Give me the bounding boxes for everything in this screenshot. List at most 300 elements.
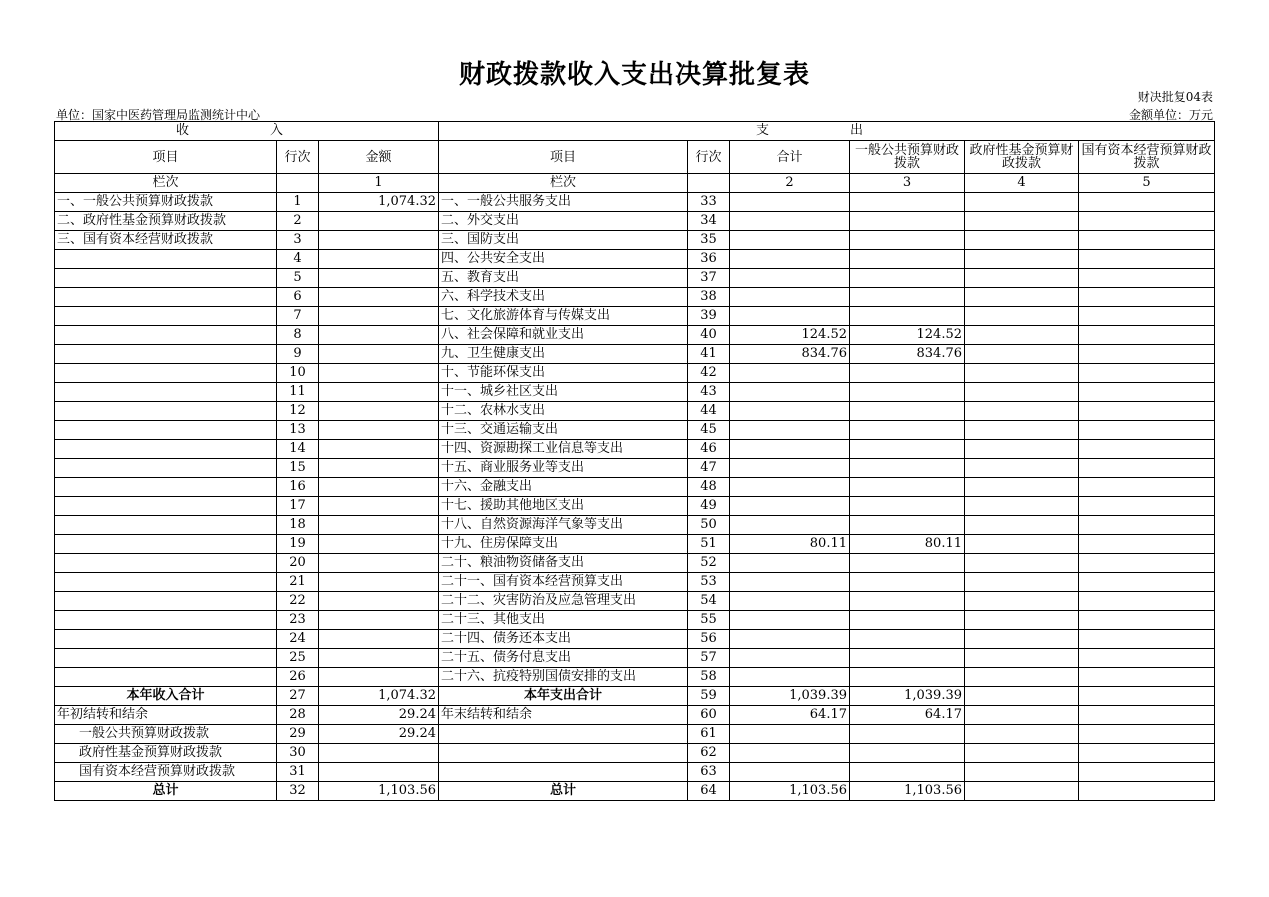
table-row bbox=[55, 326, 1215, 345]
income-line-cell: 23 bbox=[277, 611, 319, 630]
income-line-cell: 11 bbox=[277, 383, 319, 402]
table-row bbox=[55, 478, 1215, 497]
expense-item-cell: 十七、援助其他地区支出 bbox=[439, 497, 688, 516]
state-capital-cell bbox=[1079, 288, 1215, 307]
expense-item-cell: 六、科学技术支出 bbox=[439, 288, 688, 307]
expense-item-cell: 年末结转和结余 bbox=[439, 706, 688, 725]
expense-line-cell: 44 bbox=[688, 402, 730, 421]
expense-line-cell: 63 bbox=[688, 763, 730, 782]
income-line-cell: 31 bbox=[277, 763, 319, 782]
expense-col-label: 栏次 bbox=[439, 174, 688, 193]
expense-item-cell: 四、公共安全支出 bbox=[439, 250, 688, 269]
general-budget-header: 一般公共预算财政拨款 bbox=[850, 141, 965, 174]
income-item-cell bbox=[55, 630, 277, 649]
general-budget-cell bbox=[850, 744, 965, 763]
state-capital-cell bbox=[1079, 326, 1215, 345]
gov-fund-cell bbox=[965, 592, 1079, 611]
table-row bbox=[55, 345, 1215, 364]
expense-item-cell: 十三、交通运输支出 bbox=[439, 421, 688, 440]
total-cell: 124.52 bbox=[730, 326, 850, 345]
total-cell bbox=[730, 725, 850, 744]
income-amount-cell bbox=[319, 592, 439, 611]
general-budget-cell: 80.11 bbox=[850, 535, 965, 554]
income-amount-header: 金额 bbox=[319, 141, 439, 174]
general-budget-cell bbox=[850, 649, 965, 668]
gov-fund-cell bbox=[965, 269, 1079, 288]
general-budget-cell: 834.76 bbox=[850, 345, 965, 364]
income-amount-cell bbox=[319, 402, 439, 421]
income-item-cell bbox=[55, 421, 277, 440]
income-item-cell bbox=[55, 611, 277, 630]
income-item-cell: 一般公共预算财政拨款 bbox=[55, 725, 277, 744]
state-capital-cell bbox=[1079, 364, 1215, 383]
gov-fund-cell bbox=[965, 402, 1079, 421]
income-amount-cell bbox=[319, 744, 439, 763]
table-row bbox=[55, 516, 1215, 535]
income-line-cell: 8 bbox=[277, 326, 319, 345]
general-budget-cell: 124.52 bbox=[850, 326, 965, 345]
income-amount-cell bbox=[319, 516, 439, 535]
state-capital-cell bbox=[1079, 478, 1215, 497]
header-row-columns bbox=[55, 141, 1215, 174]
general-budget-cell bbox=[850, 212, 965, 231]
expense-line-cell: 36 bbox=[688, 250, 730, 269]
general-budget-cell bbox=[850, 497, 965, 516]
total-cell bbox=[730, 649, 850, 668]
gov-fund-cell bbox=[965, 706, 1079, 725]
total-cell: 1,039.39 bbox=[730, 687, 850, 706]
expense-item-cell: 十四、资源勘探工业信息等支出 bbox=[439, 440, 688, 459]
income-line-cell: 7 bbox=[277, 307, 319, 326]
gov-fund-cell bbox=[965, 307, 1079, 326]
income-item-cell bbox=[55, 269, 277, 288]
expense-item-cell: 十、节能环保支出 bbox=[439, 364, 688, 383]
gov-fund-cell bbox=[965, 611, 1079, 630]
table-row bbox=[55, 630, 1215, 649]
gov-fund-cell bbox=[965, 573, 1079, 592]
expense-line-cell: 62 bbox=[688, 744, 730, 763]
expense-item-header: 项目 bbox=[439, 141, 688, 174]
expense-line-cell: 46 bbox=[688, 440, 730, 459]
general-budget-cell bbox=[850, 630, 965, 649]
general-budget-index: 3 bbox=[850, 174, 965, 193]
expense-item-cell: 一、一般公共服务支出 bbox=[439, 193, 688, 212]
income-amount-cell bbox=[319, 497, 439, 516]
general-budget-cell bbox=[850, 440, 965, 459]
column-index-row bbox=[55, 174, 1215, 193]
income-amount-cell bbox=[319, 231, 439, 250]
expense-item-cell: 八、社会保障和就业支出 bbox=[439, 326, 688, 345]
total-cell bbox=[730, 440, 850, 459]
state-capital-cell bbox=[1079, 649, 1215, 668]
expense-line-cell: 42 bbox=[688, 364, 730, 383]
table-row bbox=[55, 364, 1215, 383]
state-capital-cell bbox=[1079, 630, 1215, 649]
expense-item-cell: 九、卫生健康支出 bbox=[439, 345, 688, 364]
income-line-cell: 22 bbox=[277, 592, 319, 611]
total-cell bbox=[730, 250, 850, 269]
income-item-cell bbox=[55, 535, 277, 554]
table-row bbox=[55, 307, 1215, 326]
state-capital-cell bbox=[1079, 250, 1215, 269]
total-cell bbox=[730, 630, 850, 649]
income-amount-cell bbox=[319, 535, 439, 554]
income-amount-cell bbox=[319, 630, 439, 649]
income-amount-cell: 1,074.32 bbox=[319, 687, 439, 706]
income-item-cell bbox=[55, 649, 277, 668]
income-section-header bbox=[55, 122, 439, 141]
gov-fund-cell bbox=[965, 326, 1079, 345]
header-row-section bbox=[55, 122, 1215, 141]
income-item-cell bbox=[55, 554, 277, 573]
gov-fund-cell bbox=[965, 212, 1079, 231]
general-budget-cell: 1,103.56 bbox=[850, 782, 965, 801]
state-capital-cell bbox=[1079, 706, 1215, 725]
expense-line-cell: 61 bbox=[688, 725, 730, 744]
total-cell bbox=[730, 554, 850, 573]
income-item-cell bbox=[55, 288, 277, 307]
state-capital-cell bbox=[1079, 212, 1215, 231]
gov-fund-cell bbox=[965, 345, 1079, 364]
income-amount-cell bbox=[319, 478, 439, 497]
general-budget-cell bbox=[850, 250, 965, 269]
expense-item-cell: 二十一、国有资本经营预算支出 bbox=[439, 573, 688, 592]
table-row bbox=[55, 611, 1215, 630]
gov-fund-cell bbox=[965, 231, 1079, 250]
expense-line-cell: 39 bbox=[688, 307, 730, 326]
summary-row bbox=[55, 687, 1215, 706]
table-row bbox=[55, 459, 1215, 478]
general-budget-cell bbox=[850, 421, 965, 440]
expense-line-cell: 57 bbox=[688, 649, 730, 668]
income-line-cell: 20 bbox=[277, 554, 319, 573]
gov-fund-cell bbox=[965, 250, 1079, 269]
income-line-cell: 9 bbox=[277, 345, 319, 364]
expense-line-cell: 55 bbox=[688, 611, 730, 630]
table-row bbox=[55, 554, 1215, 573]
income-item-cell: 三、国有资本经营财政拨款 bbox=[55, 231, 277, 250]
gov-fund-cell bbox=[965, 725, 1079, 744]
expense-section-header bbox=[439, 122, 1215, 141]
expense-item-cell: 二、外交支出 bbox=[439, 212, 688, 231]
general-budget-cell bbox=[850, 554, 965, 573]
amount-unit-label: 金额单位：万元 bbox=[1128, 108, 1213, 122]
total-cell bbox=[730, 459, 850, 478]
state-capital-cell bbox=[1079, 440, 1215, 459]
income-item-cell bbox=[55, 516, 277, 535]
income-amount-cell bbox=[319, 763, 439, 782]
summary-row bbox=[55, 782, 1215, 801]
total-header: 合计 bbox=[730, 141, 850, 174]
income-line-cell: 17 bbox=[277, 497, 319, 516]
gov-fund-index: 4 bbox=[965, 174, 1079, 193]
general-budget-cell bbox=[850, 364, 965, 383]
general-budget-cell bbox=[850, 383, 965, 402]
table-row bbox=[55, 212, 1215, 231]
summary-row bbox=[55, 744, 1215, 763]
total-cell bbox=[730, 421, 850, 440]
income-amount-cell bbox=[319, 459, 439, 478]
total-cell bbox=[730, 592, 850, 611]
state-capital-cell bbox=[1079, 554, 1215, 573]
general-budget-cell bbox=[850, 288, 965, 307]
state-capital-cell bbox=[1079, 687, 1215, 706]
total-cell bbox=[730, 288, 850, 307]
income-item-cell bbox=[55, 592, 277, 611]
income-line-cell: 30 bbox=[277, 744, 319, 763]
expense-item-cell: 二十三、其他支出 bbox=[439, 611, 688, 630]
total-cell: 834.76 bbox=[730, 345, 850, 364]
expense-item-cell: 十一、城乡社区支出 bbox=[439, 383, 688, 402]
income-item-cell bbox=[55, 383, 277, 402]
state-capital-cell bbox=[1079, 744, 1215, 763]
income-section-label: 收 入 bbox=[175, 123, 317, 138]
expense-line-cell: 60 bbox=[688, 706, 730, 725]
income-item-cell bbox=[55, 307, 277, 326]
gov-fund-cell bbox=[965, 668, 1079, 687]
income-line-header: 行次 bbox=[277, 141, 319, 174]
expense-line-cell: 37 bbox=[688, 269, 730, 288]
gov-fund-cell bbox=[965, 516, 1079, 535]
expense-item-cell bbox=[439, 744, 688, 763]
expense-item-cell: 本年支出合计 bbox=[439, 687, 688, 706]
table-row bbox=[55, 250, 1215, 269]
general-budget-cell bbox=[850, 573, 965, 592]
income-item-cell bbox=[55, 440, 277, 459]
gov-fund-cell bbox=[965, 782, 1079, 801]
income-line-cell: 13 bbox=[277, 421, 319, 440]
income-item-cell: 本年收入合计 bbox=[55, 687, 277, 706]
income-amount-cell bbox=[319, 326, 439, 345]
income-amount-cell bbox=[319, 573, 439, 592]
summary-row bbox=[55, 763, 1215, 782]
state-capital-cell bbox=[1079, 516, 1215, 535]
summary-row bbox=[55, 706, 1215, 725]
general-budget-cell bbox=[850, 269, 965, 288]
income-line-cell: 25 bbox=[277, 649, 319, 668]
income-line-cell: 3 bbox=[277, 231, 319, 250]
table-row bbox=[55, 535, 1215, 554]
income-amount-cell: 1,103.56 bbox=[319, 782, 439, 801]
expense-line-cell: 34 bbox=[688, 212, 730, 231]
table-row bbox=[55, 649, 1215, 668]
gov-fund-cell bbox=[965, 535, 1079, 554]
general-budget-cell bbox=[850, 611, 965, 630]
income-item-cell bbox=[55, 497, 277, 516]
total-cell bbox=[730, 364, 850, 383]
general-budget-cell: 64.17 bbox=[850, 706, 965, 725]
state-capital-cell bbox=[1079, 611, 1215, 630]
total-cell: 80.11 bbox=[730, 535, 850, 554]
income-amount-cell bbox=[319, 364, 439, 383]
total-cell bbox=[730, 497, 850, 516]
table-row bbox=[55, 269, 1215, 288]
total-cell bbox=[730, 516, 850, 535]
expense-line-index bbox=[688, 174, 730, 193]
state-capital-cell bbox=[1079, 497, 1215, 516]
expense-line-cell: 43 bbox=[688, 383, 730, 402]
income-item-cell: 一、一般公共预算财政拨款 bbox=[55, 193, 277, 212]
gov-fund-cell bbox=[965, 383, 1079, 402]
table-row bbox=[55, 402, 1215, 421]
general-budget-cell bbox=[850, 402, 965, 421]
state-capital-cell bbox=[1079, 592, 1215, 611]
income-item-cell bbox=[55, 668, 277, 687]
expense-line-cell: 56 bbox=[688, 630, 730, 649]
income-item-cell bbox=[55, 250, 277, 269]
gov-fund-cell bbox=[965, 497, 1079, 516]
table-row bbox=[55, 668, 1215, 687]
table-row bbox=[55, 231, 1215, 250]
general-budget-cell bbox=[850, 459, 965, 478]
total-cell bbox=[730, 611, 850, 630]
state-capital-cell bbox=[1079, 345, 1215, 364]
income-line-cell: 29 bbox=[277, 725, 319, 744]
state-capital-cell bbox=[1079, 573, 1215, 592]
income-line-cell: 26 bbox=[277, 668, 319, 687]
table-row bbox=[55, 421, 1215, 440]
page-title: 财政拨款收入支出决算批复表 bbox=[458, 60, 810, 90]
state-capital-cell bbox=[1079, 782, 1215, 801]
general-budget-cell bbox=[850, 478, 965, 497]
income-amount-cell bbox=[319, 288, 439, 307]
state-capital-cell bbox=[1079, 763, 1215, 782]
gov-fund-cell bbox=[965, 630, 1079, 649]
form-code: 财决批复04表 bbox=[1137, 90, 1213, 104]
general-budget-cell bbox=[850, 307, 965, 326]
expense-item-cell: 二十、粮油物资储备支出 bbox=[439, 554, 688, 573]
expense-line-cell: 54 bbox=[688, 592, 730, 611]
income-item-cell bbox=[55, 326, 277, 345]
income-col-label: 栏次 bbox=[55, 174, 277, 193]
state-capital-cell bbox=[1079, 269, 1215, 288]
gov-fund-cell bbox=[965, 649, 1079, 668]
expense-line-cell: 45 bbox=[688, 421, 730, 440]
total-cell bbox=[730, 383, 850, 402]
general-budget-cell bbox=[850, 231, 965, 250]
total-cell bbox=[730, 668, 850, 687]
expense-line-cell: 48 bbox=[688, 478, 730, 497]
table-row bbox=[55, 592, 1215, 611]
unit-label: 单位：国家中医药管理局监测统计中心 bbox=[56, 108, 261, 122]
total-index: 2 bbox=[730, 174, 850, 193]
income-line-index bbox=[277, 174, 319, 193]
table-row bbox=[55, 440, 1215, 459]
income-item-cell: 二、政府性基金预算财政拨款 bbox=[55, 212, 277, 231]
general-budget-cell bbox=[850, 668, 965, 687]
income-line-cell: 24 bbox=[277, 630, 319, 649]
income-item-header: 项目 bbox=[55, 141, 277, 174]
expense-line-cell: 51 bbox=[688, 535, 730, 554]
total-cell bbox=[730, 212, 850, 231]
expense-item-cell: 五、教育支出 bbox=[439, 269, 688, 288]
income-amount-cell bbox=[319, 212, 439, 231]
gov-fund-cell bbox=[965, 421, 1079, 440]
state-capital-cell bbox=[1079, 421, 1215, 440]
state-capital-cell bbox=[1079, 383, 1215, 402]
expense-line-cell: 40 bbox=[688, 326, 730, 345]
expense-line-cell: 59 bbox=[688, 687, 730, 706]
expense-line-cell: 38 bbox=[688, 288, 730, 307]
total-cell: 1,103.56 bbox=[730, 782, 850, 801]
table-row bbox=[55, 497, 1215, 516]
table-row bbox=[55, 573, 1215, 592]
income-line-cell: 4 bbox=[277, 250, 319, 269]
expense-line-cell: 33 bbox=[688, 193, 730, 212]
gov-fund-cell bbox=[965, 744, 1079, 763]
income-line-cell: 1 bbox=[277, 193, 319, 212]
income-item-cell: 总计 bbox=[55, 782, 277, 801]
expense-line-cell: 49 bbox=[688, 497, 730, 516]
income-amount-index: 1 bbox=[319, 174, 439, 193]
income-amount-cell bbox=[319, 440, 439, 459]
general-budget-cell bbox=[850, 763, 965, 782]
income-amount-cell bbox=[319, 421, 439, 440]
gov-fund-cell bbox=[965, 440, 1079, 459]
total-cell bbox=[730, 193, 850, 212]
income-line-cell: 6 bbox=[277, 288, 319, 307]
income-item-cell bbox=[55, 345, 277, 364]
income-amount-cell bbox=[319, 383, 439, 402]
total-cell bbox=[730, 402, 850, 421]
gov-fund-header: 政府性基金预算财政拨款 bbox=[965, 141, 1079, 174]
income-item-cell bbox=[55, 364, 277, 383]
state-capital-cell bbox=[1079, 535, 1215, 554]
state-capital-cell bbox=[1079, 668, 1215, 687]
expense-item-cell: 十九、住房保障支出 bbox=[439, 535, 688, 554]
expense-section-label: 支 出 bbox=[756, 123, 898, 138]
expense-item-cell: 十二、农林水支出 bbox=[439, 402, 688, 421]
expense-item-cell: 三、国防支出 bbox=[439, 231, 688, 250]
approval-table bbox=[54, 121, 1215, 801]
total-cell bbox=[730, 744, 850, 763]
income-line-cell: 19 bbox=[277, 535, 319, 554]
expense-line-cell: 50 bbox=[688, 516, 730, 535]
income-item-cell: 国有资本经营预算财政拨款 bbox=[55, 763, 277, 782]
income-amount-cell: 29.24 bbox=[319, 706, 439, 725]
general-budget-cell bbox=[850, 516, 965, 535]
expense-line-cell: 53 bbox=[688, 573, 730, 592]
expense-item-cell: 十五、商业服务业等支出 bbox=[439, 459, 688, 478]
income-item-cell bbox=[55, 402, 277, 421]
income-line-cell: 18 bbox=[277, 516, 319, 535]
income-amount-cell: 1,074.32 bbox=[319, 193, 439, 212]
expense-line-cell: 41 bbox=[688, 345, 730, 364]
total-cell bbox=[730, 763, 850, 782]
gov-fund-cell bbox=[965, 687, 1079, 706]
total-cell bbox=[730, 231, 850, 250]
state-capital-index: 5 bbox=[1079, 174, 1215, 193]
expense-line-cell: 64 bbox=[688, 782, 730, 801]
state-capital-cell bbox=[1079, 459, 1215, 478]
expense-item-cell: 二十五、债务付息支出 bbox=[439, 649, 688, 668]
income-item-cell bbox=[55, 459, 277, 478]
gov-fund-cell bbox=[965, 763, 1079, 782]
income-amount-cell bbox=[319, 345, 439, 364]
gov-fund-cell bbox=[965, 193, 1079, 212]
expense-item-cell: 总计 bbox=[439, 782, 688, 801]
income-line-cell: 21 bbox=[277, 573, 319, 592]
income-item-cell: 政府性基金预算财政拨款 bbox=[55, 744, 277, 763]
income-amount-cell bbox=[319, 269, 439, 288]
state-capital-cell bbox=[1079, 307, 1215, 326]
expense-item-cell: 二十二、灾害防治及应急管理支出 bbox=[439, 592, 688, 611]
income-line-cell: 32 bbox=[277, 782, 319, 801]
gov-fund-cell bbox=[965, 554, 1079, 573]
income-line-cell: 15 bbox=[277, 459, 319, 478]
income-line-cell: 16 bbox=[277, 478, 319, 497]
expense-line-header: 行次 bbox=[688, 141, 730, 174]
